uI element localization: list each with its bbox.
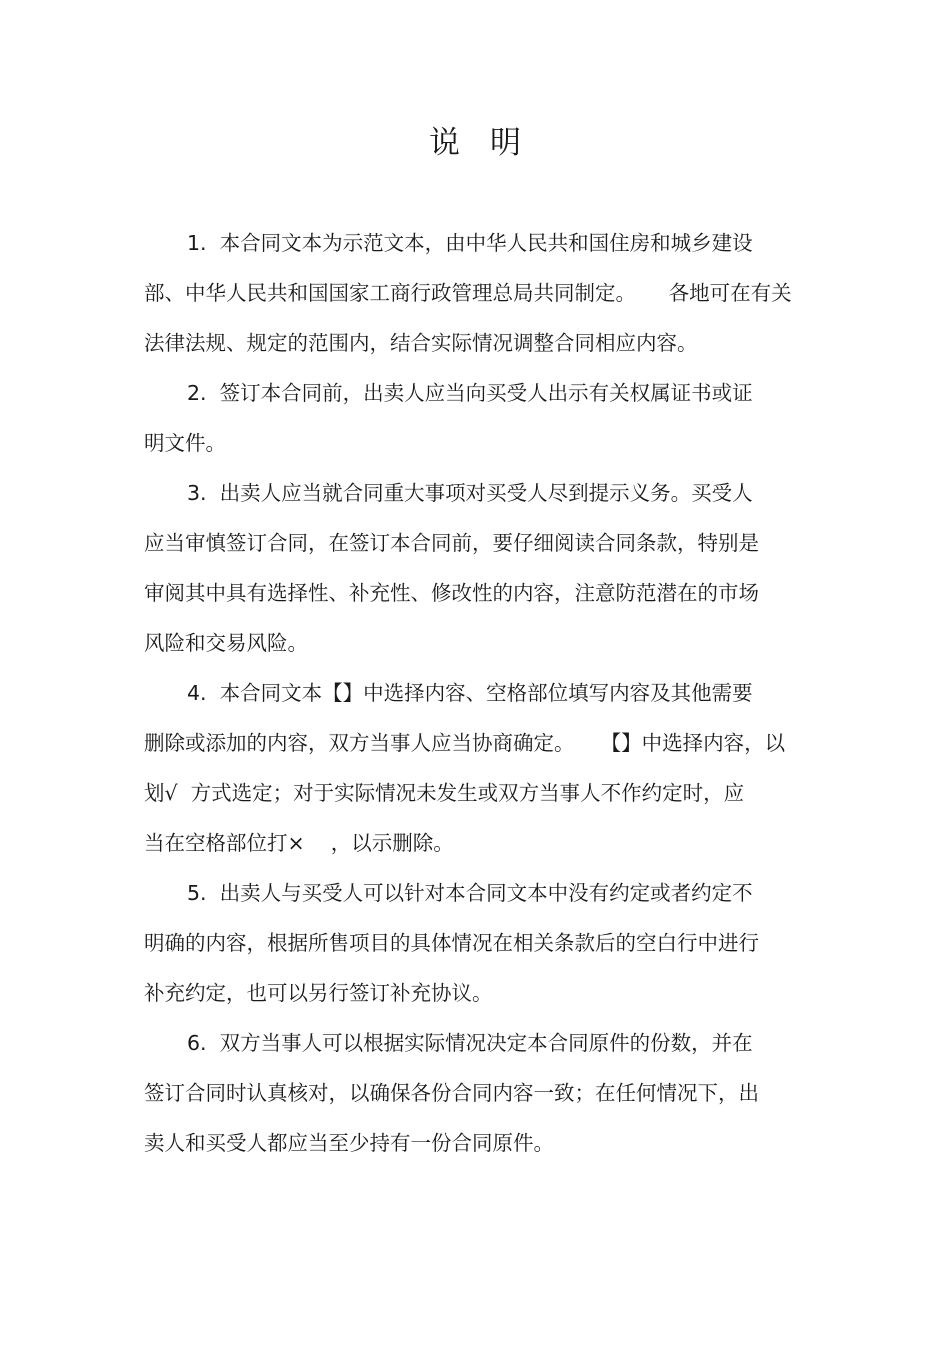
text-line: 5. 出卖人与买受人可以针对本合同文本中没有约定或者约定不 (187, 881, 753, 905)
text-line: 4. 本合同文本【】中选择内容、空格部位填写内容及其他需要 (187, 681, 753, 705)
text-line: 法律法规、规定的范围内，结合实际情况调整合同相应内容。 (144, 331, 698, 355)
text-line: 1. 本合同文本为示范文本，由中华人民共和国住房和城乡建设 (187, 231, 753, 255)
text-line: 审阅其中具有选择性、补充性、修改性的内容，注意防范潜在的市场 (144, 581, 759, 605)
title-char: 说 (429, 125, 460, 161)
document-body (144, 226, 804, 1176)
text-line: 明文件。 (144, 431, 226, 455)
text-line: 卖人和买受人都应当至少持有一份合同原件。 (144, 1131, 554, 1155)
text-line: 划√ 方式选定；对于实际情况未发生或双方当事人不作约定时，应 (144, 781, 745, 805)
text-line: 3. 出卖人应当就合同重大事项对买受人尽到提示义务。买受人 (187, 481, 753, 505)
text-line: 2. 签订本合同前，出卖人应当向买受人出示有关权属证书或证 (187, 381, 753, 405)
text-line: 6. 双方当事人可以根据实际情况决定本合同原件的份数，并在 (187, 1031, 753, 1055)
page-title (0, 123, 950, 163)
title-char: 明 (490, 125, 521, 161)
text-line: 部、中华人民共和国国家工商行政管理总局共同制定。 各地可在有关 (144, 281, 792, 305)
text-line: 当在空格部位打× ，以示删除。 (144, 831, 454, 855)
text-line: 删除或添加的内容，双方当事人应当协商确定。 【】中选择内容，以 (144, 731, 786, 755)
text-line: 补充约定，也可以另行签订补充协议。 (144, 981, 493, 1005)
text-line: 风险和交易风险。 (144, 631, 308, 655)
text-line: 明确的内容，根据所售项目的具体情况在相关条款后的空白行中进行 (144, 931, 759, 955)
text-line: 应当审慎签订合同，在签订本合同前，要仔细阅读合同条款，特别是 (144, 531, 759, 555)
text-line: 签订合同时认真核对，以确保各份合同内容一致；在任何情况下，出 (144, 1081, 759, 1105)
